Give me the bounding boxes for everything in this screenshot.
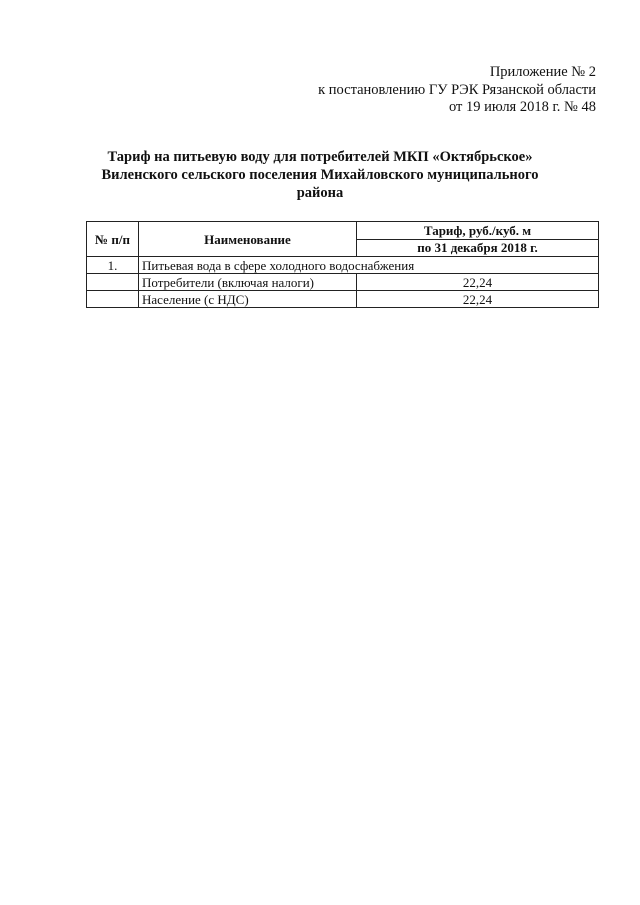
appendix-date: от 19 июля 2018 г. № 48 bbox=[448, 99, 596, 115]
tariff-table bbox=[86, 221, 599, 308]
header-name: Наименование bbox=[139, 222, 357, 257]
title-line-1: Тариф на питьевую воду для потребителей МКП «Октябрьское» bbox=[107, 149, 533, 165]
appendix-reference bbox=[318, 64, 596, 117]
row-number bbox=[87, 291, 139, 308]
title-line-3: района bbox=[296, 185, 344, 201]
header-period: по 31 декабря 2018 г. bbox=[357, 239, 599, 257]
table-row bbox=[87, 257, 599, 274]
row-name: Питьевая вода в сфере холодного водоснабжения bbox=[139, 257, 599, 274]
header-tariff: Тариф, руб./куб. м bbox=[357, 222, 599, 240]
document-title bbox=[70, 148, 570, 202]
row-value: 22,24 bbox=[357, 291, 599, 308]
table-row bbox=[87, 274, 599, 291]
table-header-row bbox=[87, 222, 599, 240]
appendix-number: Приложение № 2 bbox=[489, 64, 596, 80]
row-number bbox=[87, 274, 139, 291]
title-line-2: Виленского сельского поселения Михайловского муниципального bbox=[101, 167, 539, 183]
row-number: 1. bbox=[87, 257, 139, 274]
row-value: 22,24 bbox=[357, 274, 599, 291]
table-row bbox=[87, 291, 599, 308]
row-name: Население (с НДС) bbox=[139, 291, 357, 308]
header-number: № п/п bbox=[87, 222, 139, 257]
row-name: Потребители (включая налоги) bbox=[139, 274, 357, 291]
appendix-resolution: к постановлению ГУ РЭК Рязанской области bbox=[318, 81, 596, 98]
